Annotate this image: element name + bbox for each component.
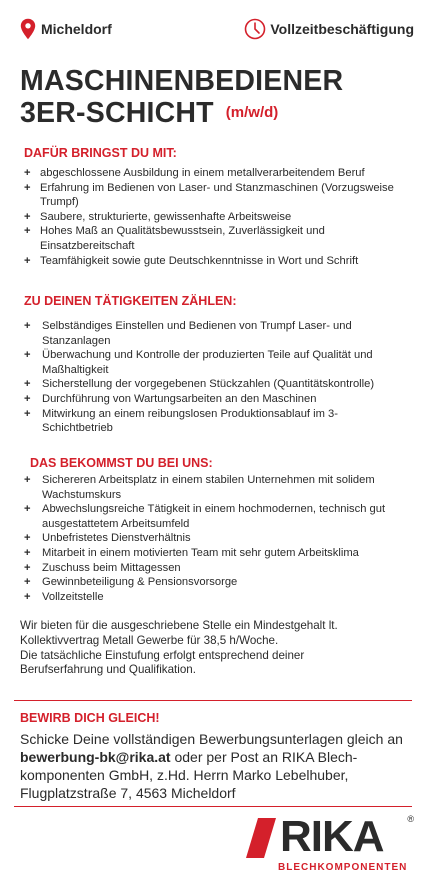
list-item-text: Sicherstellung der vorgegebenen Stückzahlen (Quantitätskontrolle) [42, 378, 375, 391]
job-title-line1: MASCHINENBEDIENER [20, 65, 344, 97]
clock-icon [244, 18, 266, 40]
divider [14, 700, 412, 701]
salary-line: Die tatsächliche Einstufung erfolgt entsprechend deiner [20, 648, 305, 662]
list-item [24, 502, 414, 531]
salary-line: Berufserfahrung und Qualifikation. [20, 663, 196, 677]
plus-icon: + [24, 167, 31, 179]
list-item [24, 407, 384, 436]
list-item [24, 181, 404, 210]
salary-note [20, 619, 415, 678]
salary-line: Wir bieten für die ausgeschriebene Stelle ein Mindestgehalt lt. [20, 619, 338, 632]
list-item-text: Saubere, strukturierte, gewissenhafte Arbeitsweise [40, 210, 292, 223]
apply-text [20, 730, 420, 802]
benefits-list [24, 473, 414, 604]
list-item [24, 210, 404, 225]
location [20, 18, 112, 40]
list-item-text: Mitarbeit in einem motivierten Team mit sehr gutem Arbeitsklima [42, 546, 359, 559]
list-item-text: Überwachung und Kontrolle der produzierten Teile auf Qualität und Maßhaltigkeit [42, 349, 373, 376]
list-item-text: Zuschuss beim Mittagessen [42, 561, 181, 574]
plus-icon: + [24, 349, 31, 362]
list-item [24, 166, 404, 181]
list-item [24, 575, 414, 590]
plus-icon: + [24, 503, 31, 516]
plus-icon: + [24, 407, 31, 420]
map-pin-icon [20, 18, 36, 40]
list-item [24, 254, 404, 269]
logo-slash-icon [246, 818, 276, 858]
divider [14, 806, 412, 807]
job-meta-bar [20, 18, 414, 46]
plus-icon: + [24, 320, 31, 332]
apply-email-link[interactable]: bewerbung-bk@rika.at [20, 749, 171, 765]
tasks-heading: ZU DEINEN TÄTIGKEITEN ZÄHLEN: [24, 294, 237, 308]
plus-icon: + [24, 392, 31, 405]
plus-icon: + [24, 378, 31, 391]
plus-icon: + [24, 474, 31, 486]
list-item [24, 531, 414, 546]
list-item-text: abgeschlossene Ausbildung in einem metallverarbeitendem Beruf [40, 167, 365, 179]
apply-heading: BEWIRB DICH GLEICH! [20, 711, 160, 725]
job-title [20, 65, 343, 129]
apply-address: oder per Post an RIKA Blech-komponenten GmbH, z.Hd. Herrn Marko Lebelhuber, Flugplatzstraße 7, 4563 Micheldorf [20, 749, 358, 801]
job-title-line2-wrap [20, 97, 343, 129]
requirements-heading: DAFÜR BRINGST DU MIT: [24, 146, 177, 160]
job-title-line2: 3ER-SCHICHT [20, 97, 214, 129]
list-item-text: Erfahrung im Bedienen von Laser- und Stanzmaschinen (Vorzugsweise Trumpf) [40, 181, 394, 209]
company-logo [246, 814, 416, 884]
list-item-text: Hohes Maß an Qualitätsbewusstsein, Zuverlässigkeit und Einsatzbereitschaft [40, 225, 325, 252]
list-item-text: Selbständiges Einstellen und Bedienen von Trumpf Laser- und Stanzanlagen [42, 320, 352, 347]
list-item [24, 377, 384, 392]
tasks-list [24, 319, 384, 436]
list-item [24, 224, 404, 253]
plus-icon: + [24, 576, 31, 589]
list-item [24, 590, 414, 605]
list-item [24, 319, 384, 348]
logo-subtitle: BLECHKOMPONENTEN [278, 862, 408, 873]
list-item [24, 392, 384, 407]
salary-line: Kollektivvertrag Metall Gewerbe für 38,5 h/Woche. [20, 633, 279, 647]
plus-icon: + [24, 254, 31, 267]
gender-tag: (m/w/d) [225, 104, 279, 121]
registered-mark: ® [407, 814, 414, 824]
employment-type [244, 18, 414, 40]
list-item-text: Mitwirkung an einem reibungslosen Produktionsablauf im 3-Schichtbetrieb [42, 407, 338, 435]
apply-intro: Schicke Deine vollständigen Bewerbungsunterlagen gleich an [20, 731, 403, 747]
plus-icon: + [24, 561, 31, 574]
plus-icon: + [24, 225, 31, 238]
list-item-text: Abwechslungsreiche Tätigkeit in einem hochmodernen, technisch gut ausgestattetem Arbeitsumfeld [42, 503, 386, 530]
list-item [24, 546, 414, 561]
plus-icon: + [24, 546, 31, 559]
location-label: Micheldorf [41, 21, 112, 37]
list-item-text: Teamfähigkeit sowie gute Deutschkenntnisse in Wort und Schrift [40, 254, 359, 267]
plus-icon: + [24, 210, 31, 223]
list-item-text: Sichereren Arbeitsplatz in einem stabilen Unternehmen mit solidem Wachstumskurs [42, 474, 375, 501]
plus-icon: + [24, 532, 31, 545]
list-item-text: Gewinnbeteiligung & Pensionsvorsorge [42, 576, 238, 589]
list-item-text: Vollzeitstelle [42, 590, 104, 603]
list-item-text: Durchführung von Wartungsarbeiten an den Maschinen [42, 392, 317, 405]
requirements-list [24, 166, 404, 268]
list-item [24, 561, 414, 576]
employment-type-label: Vollzeitbeschäftigung [270, 21, 414, 37]
plus-icon: + [24, 181, 31, 194]
list-item [24, 473, 414, 502]
list-item [24, 348, 384, 377]
plus-icon: + [24, 590, 31, 603]
logo-wordmark: RIKA [280, 812, 384, 861]
list-item-text: Unbefristetes Dienstverhältnis [42, 532, 191, 545]
benefits-heading: DAS BEKOMMST DU BEI UNS: [30, 456, 213, 470]
